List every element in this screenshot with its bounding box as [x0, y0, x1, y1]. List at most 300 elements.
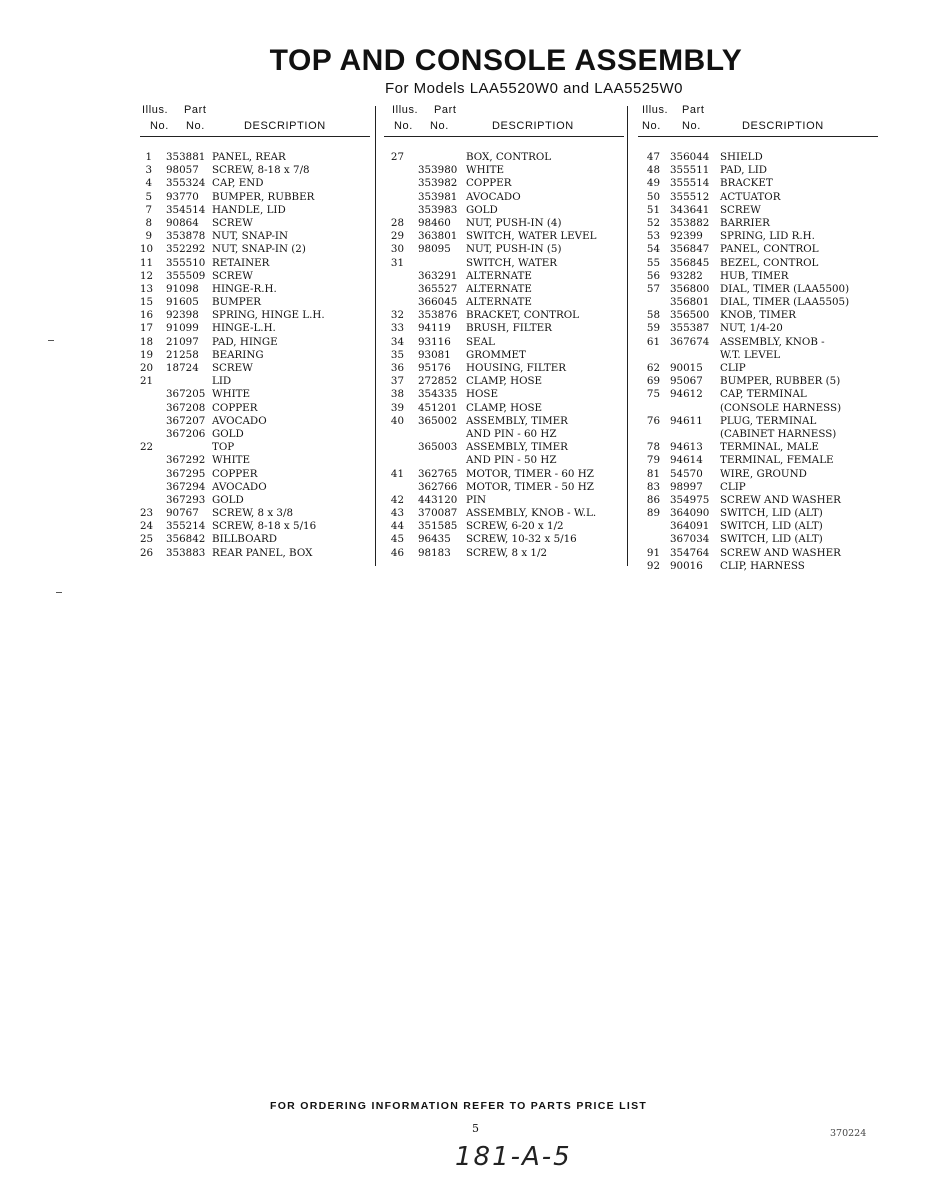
- parts-row: [638, 283, 878, 296]
- illus-number: 89: [646, 507, 660, 520]
- parts-row: [384, 191, 624, 204]
- part-number: 94119: [418, 322, 451, 335]
- illus-number: 81: [646, 467, 660, 480]
- parts-row: [638, 164, 878, 177]
- parts-row: [638, 402, 878, 415]
- illus-number: 44: [390, 520, 404, 533]
- illus-number: 45: [390, 533, 404, 546]
- part-number: 96435: [418, 533, 451, 546]
- part-description: BRUSH, FILTER: [466, 322, 552, 335]
- part-number: 353882: [670, 216, 710, 229]
- parts-row: [384, 468, 624, 481]
- part-description: COPPER: [212, 401, 258, 414]
- part-number: 355214: [166, 520, 206, 533]
- part-description: CLAMP, HOSE: [466, 375, 543, 388]
- parts-row: [384, 454, 624, 467]
- part-description: MOTOR, TIMER - 60 HZ: [466, 467, 594, 480]
- header-no: No.: [682, 120, 701, 132]
- part-number: 90864: [166, 216, 199, 229]
- illus-number: 46: [390, 546, 404, 559]
- part-number: 90767: [166, 507, 199, 520]
- parts-row: [638, 243, 878, 256]
- illus-number: 25: [140, 533, 154, 546]
- parts-row: [638, 362, 878, 375]
- illus-number: 86: [646, 493, 660, 506]
- part-number: 91098: [166, 282, 199, 295]
- parts-row: [638, 204, 878, 217]
- illus-number: 76: [646, 414, 660, 427]
- part-number: 364091: [670, 520, 710, 533]
- parts-row: [140, 164, 370, 177]
- part-description: ALTERNATE: [466, 269, 532, 282]
- parts-column-2: [384, 104, 624, 560]
- header-illus: Illus.: [642, 104, 669, 116]
- part-number: 367034: [670, 533, 710, 546]
- parts-row: [638, 336, 878, 349]
- parts-row: [384, 494, 624, 507]
- part-description: HOUSING, FILTER: [466, 362, 566, 374]
- part-description: SCREW: [720, 203, 761, 216]
- part-description: KNOB, TIMER: [720, 309, 797, 322]
- part-description: MOTOR, TIMER - 50 HZ: [466, 480, 594, 493]
- illus-number: 56: [646, 269, 660, 282]
- part-number: 354514: [166, 203, 206, 216]
- parts-row: [140, 309, 370, 322]
- part-number: 94612: [670, 388, 703, 401]
- illus-number: 36: [390, 362, 404, 374]
- parts-row: [140, 349, 370, 362]
- illus-number: 49: [646, 177, 660, 190]
- part-description: HUB, TIMER: [720, 269, 789, 282]
- parts-row: [384, 481, 624, 494]
- illus-number: 62: [646, 362, 660, 374]
- header-part: Part: [184, 104, 207, 116]
- parts-row: [140, 415, 370, 428]
- illus-number: 28: [390, 216, 404, 229]
- part-description: SWITCH, WATER: [466, 256, 558, 269]
- parts-row: [638, 468, 878, 481]
- illus-number: 69: [646, 375, 660, 388]
- illus-number: 22: [140, 441, 154, 454]
- part-description: BEARING: [212, 348, 264, 361]
- illus-number: 26: [140, 546, 154, 559]
- part-description: NUT, SNAP-IN: [212, 230, 289, 243]
- illus-number: 91: [646, 546, 660, 559]
- header-no: No.: [394, 120, 413, 132]
- parts-row: [638, 349, 878, 362]
- parts-row: [638, 441, 878, 454]
- parts-row: [638, 296, 878, 309]
- part-number: 363291: [418, 269, 458, 282]
- part-number: 356847: [670, 243, 710, 256]
- parts-row: [638, 415, 878, 428]
- illus-number: 52: [646, 216, 660, 229]
- header-rule: [638, 136, 878, 137]
- parts-row: [384, 388, 624, 401]
- illus-number: 58: [646, 309, 660, 322]
- parts-row: [638, 533, 878, 546]
- part-number: 90016: [670, 559, 703, 572]
- part-number: 98057: [166, 164, 199, 177]
- part-number: 355387: [670, 322, 710, 335]
- part-description: PANEL, CONTROL: [720, 243, 819, 256]
- part-description: DIAL, TIMER (LAA5505): [720, 296, 850, 309]
- part-number: 356842: [166, 533, 206, 546]
- part-description: PANEL, REAR: [212, 151, 286, 163]
- parts-row: [384, 151, 624, 164]
- part-description: CLIP: [720, 362, 746, 374]
- part-description: ASSEMBLY, KNOB -: [720, 335, 825, 348]
- part-description: ALTERNATE: [466, 282, 532, 295]
- illus-number: 21: [140, 375, 154, 388]
- part-number: 355324: [166, 177, 206, 190]
- parts-row: [140, 507, 370, 520]
- part-number: 94613: [670, 441, 703, 454]
- parts-row: [638, 388, 878, 401]
- part-number: 356500: [670, 309, 710, 322]
- part-number: 367674: [670, 335, 710, 348]
- part-number: 355512: [670, 190, 710, 203]
- illus-number: 15: [140, 296, 154, 309]
- parts-row: [384, 322, 624, 335]
- illus-number: 23: [140, 507, 154, 520]
- parts-row: [638, 177, 878, 190]
- illus-number: 37: [390, 375, 404, 388]
- part-number: 18724: [166, 362, 199, 374]
- part-description: SWITCH, LID (ALT): [720, 507, 823, 520]
- part-description: SWITCH, WATER LEVEL: [466, 230, 597, 243]
- parts-row: [384, 217, 624, 230]
- parts-row: [384, 349, 624, 362]
- illus-number: 35: [390, 348, 404, 361]
- parts-row: [384, 257, 624, 270]
- part-number: 91099: [166, 322, 199, 335]
- illus-number: 16: [140, 309, 154, 322]
- part-number: 356845: [670, 256, 710, 269]
- illus-number: 27: [390, 151, 404, 163]
- parts-row: [140, 533, 370, 546]
- parts-list: [140, 151, 370, 560]
- part-description: WIRE, GROUND: [720, 467, 807, 480]
- illus-number: 13: [140, 282, 154, 295]
- part-number: 365527: [418, 282, 458, 295]
- part-description: HINGE-L.H.: [212, 322, 276, 335]
- illus-number: 31: [390, 256, 404, 269]
- part-description: HOSE: [466, 388, 498, 401]
- parts-row: [140, 283, 370, 296]
- parts-row: [638, 217, 878, 230]
- part-number: 92398: [166, 309, 199, 322]
- parts-row: [638, 191, 878, 204]
- part-number: 353876: [418, 309, 458, 322]
- part-description: SCREW, 10-32 x 5/16: [466, 533, 577, 546]
- parts-row: [140, 151, 370, 164]
- illus-number: 43: [390, 507, 404, 520]
- part-number: 367208: [166, 401, 206, 414]
- ordering-note: FOR ORDERING INFORMATION REFER TO PARTS PRICE LIST: [270, 1100, 648, 1112]
- part-number: 21097: [166, 335, 199, 348]
- part-number: 93116: [418, 335, 451, 348]
- part-description: HINGE-R.H.: [212, 282, 277, 295]
- parts-row: [384, 402, 624, 415]
- parts-row: [140, 230, 370, 243]
- parts-row: [638, 322, 878, 335]
- part-description: REAR PANEL, BOX: [212, 546, 313, 559]
- parts-row: [384, 270, 624, 283]
- part-number: 94611: [670, 414, 703, 427]
- parts-row: [384, 507, 624, 520]
- parts-row: [638, 454, 878, 467]
- part-number: 352292: [166, 243, 206, 256]
- part-description: CLAMP, HOSE: [466, 401, 543, 414]
- parts-row: [384, 520, 624, 533]
- part-description: AND PIN - 50 HZ: [466, 454, 557, 467]
- illus-number: 12: [140, 269, 154, 282]
- part-description: PAD, HINGE: [212, 335, 278, 348]
- part-description: SCREW: [212, 216, 253, 229]
- illus-number: 38: [390, 388, 404, 401]
- parts-row: [384, 177, 624, 190]
- part-number: 363801: [418, 230, 458, 243]
- parts-column-1: [140, 104, 370, 560]
- part-number: 98095: [418, 243, 451, 256]
- parts-row: [140, 257, 370, 270]
- part-description: PLUG, TERMINAL: [720, 414, 817, 427]
- part-description: NUT, PUSH-IN (4): [466, 216, 562, 229]
- page-number: 5: [472, 1122, 479, 1135]
- parts-row: [384, 296, 624, 309]
- parts-row: [638, 230, 878, 243]
- parts-row: [140, 468, 370, 481]
- part-description: SCREW, 8 x 3/8: [212, 507, 294, 520]
- illus-number: 9: [145, 230, 152, 243]
- page-title: TOP AND CONSOLE ASSEMBLY: [269, 44, 743, 77]
- part-number: 366045: [418, 296, 458, 309]
- part-number: 93770: [166, 190, 199, 203]
- part-description: GROMMET: [466, 348, 526, 361]
- part-number: 355514: [670, 177, 710, 190]
- part-description: COPPER: [212, 467, 258, 480]
- illus-number: 42: [390, 493, 404, 506]
- header-no: No.: [430, 120, 449, 132]
- illus-number: 24: [140, 520, 154, 533]
- part-description: LID: [212, 375, 232, 388]
- part-description: (CABINET HARNESS): [720, 427, 837, 440]
- illus-number: 20: [140, 362, 154, 374]
- header-rule: [140, 136, 370, 137]
- illus-number: 39: [390, 401, 404, 414]
- part-description: SCREW, 8 x 1/2: [466, 546, 548, 559]
- illus-number: 79: [646, 454, 660, 467]
- part-number: 354975: [670, 493, 710, 506]
- parts-row: [384, 164, 624, 177]
- parts-list: [638, 151, 878, 573]
- parts-row: [140, 243, 370, 256]
- part-number: 367293: [166, 493, 206, 506]
- part-number: 365003: [418, 441, 458, 454]
- illus-number: 47: [646, 151, 660, 163]
- part-description: NUT, PUSH-IN (5): [466, 243, 562, 256]
- parts-row: [384, 309, 624, 322]
- parts-row: [140, 362, 370, 375]
- part-number: 356800: [670, 282, 710, 295]
- header-no: No.: [150, 120, 169, 132]
- illus-number: 51: [646, 203, 660, 216]
- part-description: BILLBOARD: [212, 533, 277, 546]
- part-number: 353982: [418, 177, 458, 190]
- part-number: 362765: [418, 467, 458, 480]
- part-number: 98997: [670, 480, 703, 493]
- parts-row: [140, 547, 370, 560]
- part-number: 92399: [670, 230, 703, 243]
- illus-number: 5: [145, 190, 152, 203]
- column-divider-2: [627, 106, 628, 566]
- part-number: 355511: [670, 164, 710, 177]
- parts-row: [384, 204, 624, 217]
- part-number: 272852: [418, 375, 458, 388]
- part-description: AVOCADO: [466, 190, 521, 203]
- header-description: DESCRIPTION: [492, 120, 574, 132]
- part-number: 353980: [418, 164, 458, 177]
- illus-number: 41: [390, 467, 404, 480]
- parts-row: [638, 481, 878, 494]
- part-description: ASSEMBLY, TIMER: [466, 441, 568, 454]
- part-description: SWITCH, LID (ALT): [720, 520, 823, 533]
- part-number: 353983: [418, 203, 458, 216]
- header-description: DESCRIPTION: [742, 120, 824, 132]
- part-description: TERMINAL, FEMALE: [720, 454, 834, 467]
- part-number: 353878: [166, 230, 206, 243]
- part-description: BRACKET, CONTROL: [466, 309, 579, 322]
- parts-row: [638, 375, 878, 388]
- parts-row: [140, 481, 370, 494]
- parts-row: [384, 533, 624, 546]
- illus-number: 59: [646, 322, 660, 335]
- part-description: BRACKET: [720, 177, 773, 190]
- part-number: 343641: [670, 203, 710, 216]
- illus-number: 33: [390, 322, 404, 335]
- parts-row: [140, 177, 370, 190]
- part-description: ACTUATOR: [720, 190, 781, 203]
- parts-row: [140, 270, 370, 283]
- parts-row: [384, 547, 624, 560]
- part-description: W.T. LEVEL: [720, 348, 781, 361]
- part-description: BUMPER, RUBBER: [212, 190, 315, 203]
- part-number: 54570: [670, 467, 703, 480]
- parts-row: [140, 217, 370, 230]
- part-description: SWITCH, LID (ALT): [720, 533, 823, 546]
- illus-number: 1: [145, 151, 152, 163]
- part-number: 367207: [166, 414, 206, 427]
- part-description: SCREW: [212, 362, 253, 374]
- parts-row: [140, 494, 370, 507]
- part-description: SCREW: [212, 269, 253, 282]
- part-number: 367205: [166, 388, 206, 401]
- part-description: NUT, SNAP-IN (2): [212, 243, 306, 256]
- part-description: SCREW, 6-20 x 1/2: [466, 520, 564, 533]
- column-header: [638, 104, 878, 136]
- part-number: 93282: [670, 269, 703, 282]
- part-description: DIAL, TIMER (LAA5500): [720, 282, 850, 295]
- margin-mark: [48, 340, 54, 341]
- part-description: PIN: [466, 493, 487, 506]
- illus-number: 55: [646, 256, 660, 269]
- column-divider-1: [375, 106, 376, 566]
- part-number: 95067: [670, 375, 703, 388]
- header-illus: Illus.: [142, 104, 169, 116]
- part-number: 367206: [166, 427, 206, 440]
- part-description: CLIP: [720, 480, 746, 493]
- parts-row: [140, 454, 370, 467]
- part-number: 355510: [166, 256, 206, 269]
- parts-column-3: [638, 104, 878, 573]
- column-header: [140, 104, 370, 136]
- part-description: GOLD: [466, 203, 498, 216]
- illus-number: 92: [646, 559, 660, 572]
- part-description: WHITE: [212, 388, 251, 401]
- part-description: SPRING, LID R.H.: [720, 230, 815, 243]
- illus-number: 29: [390, 230, 404, 243]
- part-description: (CONSOLE HARNESS): [720, 401, 842, 414]
- part-description: BARRIER: [720, 216, 770, 229]
- part-description: WHITE: [212, 454, 251, 467]
- parts-row: [638, 547, 878, 560]
- header-no: No.: [642, 120, 661, 132]
- part-description: ASSEMBLY, TIMER: [466, 414, 568, 427]
- part-number: 354764: [670, 546, 710, 559]
- illus-number: 54: [646, 243, 660, 256]
- parts-row: [384, 283, 624, 296]
- parts-row: [384, 441, 624, 454]
- illus-number: 10: [140, 243, 154, 256]
- parts-row: [140, 375, 370, 388]
- part-description: PAD, LID: [720, 164, 768, 177]
- part-description: CAP, TERMINAL: [720, 388, 807, 401]
- part-description: CAP, END: [212, 177, 264, 190]
- illus-number: 7: [145, 203, 152, 216]
- illus-number: 18: [140, 335, 154, 348]
- parts-row: [384, 230, 624, 243]
- part-description: BUMPER: [212, 296, 261, 309]
- parts-row: [384, 243, 624, 256]
- part-number: 370087: [418, 507, 458, 520]
- part-number: 353883: [166, 546, 206, 559]
- illus-number: 75: [646, 388, 660, 401]
- part-description: BOX, CONTROL: [466, 151, 552, 163]
- part-description: WHITE: [466, 164, 505, 177]
- part-number: 98460: [418, 216, 451, 229]
- part-number: 367292: [166, 454, 206, 467]
- document-code: 370224: [830, 1128, 867, 1139]
- part-number: 353981: [418, 190, 458, 203]
- illus-number: 17: [140, 322, 154, 335]
- part-description: AND PIN - 60 HZ: [466, 427, 557, 440]
- part-number: 367294: [166, 480, 206, 493]
- parts-row: [384, 415, 624, 428]
- part-description: GOLD: [212, 493, 244, 506]
- part-number: 355509: [166, 269, 206, 282]
- parts-row: [384, 428, 624, 441]
- parts-row: [638, 520, 878, 533]
- illus-number: 3: [145, 164, 152, 177]
- part-description: BEZEL, CONTROL: [720, 256, 819, 269]
- illus-number: 78: [646, 441, 660, 454]
- illus-number: 53: [646, 230, 660, 243]
- parts-row: [140, 296, 370, 309]
- illus-number: 50: [646, 190, 660, 203]
- part-description: SCREW AND WASHER: [720, 493, 841, 506]
- part-number: 353881: [166, 151, 206, 163]
